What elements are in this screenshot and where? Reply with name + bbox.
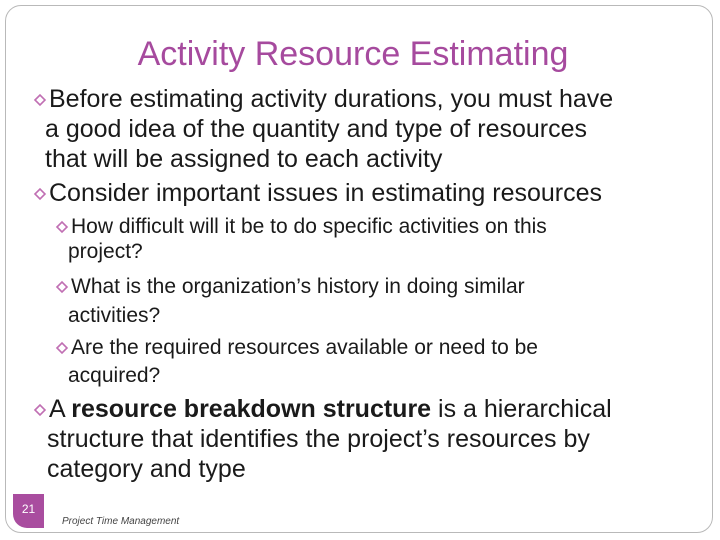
subbullet-3-line-1: Are the required resources available or need to be <box>71 336 538 359</box>
bullet-3-prefix: A <box>49 395 72 423</box>
bullet-marker-icon <box>33 187 47 201</box>
footer-text: Project Time Management <box>62 516 180 527</box>
bullet-2 <box>33 178 602 208</box>
slide-title: Activity Resource Estimating <box>137 35 569 73</box>
bullet-3 <box>33 394 612 424</box>
sub-bullet-marker-icon <box>55 280 69 294</box>
bullet-3-line-3: category and type <box>47 455 246 483</box>
bullet-1-cont <box>45 114 587 144</box>
subbullet-1-cont <box>68 237 143 267</box>
bullet-3-cont2 <box>47 454 246 484</box>
subbullet-1-line-2: project? <box>68 240 143 263</box>
subbullet-3 <box>55 333 538 363</box>
bullet-marker-icon <box>33 403 47 417</box>
subbullet-2 <box>55 272 525 302</box>
bullet-1-line-1: Before estimating activity durations, you must have <box>49 85 614 113</box>
subbullet-2-line-1: What is the organization’s history in doing similar <box>71 275 525 298</box>
bullet-3-line-2: structure that identifies the project’s resources by <box>47 425 590 453</box>
subbullet-2-line-2: activities? <box>68 304 161 327</box>
bullet-marker-icon <box>33 93 47 107</box>
bullet-1-line-2: a good idea of the quantity and type of resources <box>45 115 588 143</box>
bullet-1 <box>33 84 613 114</box>
slide-number: 21 <box>13 494 44 528</box>
sub-bullet-marker-icon <box>55 220 69 234</box>
subbullet-3-line-2: acquired? <box>68 364 161 387</box>
subbullet-1-line-1: How difficult will it be to do specific activities on this <box>71 215 547 238</box>
bullet-3-rest: is a hierarchical <box>431 395 612 423</box>
bullet-1-cont2 <box>45 144 442 174</box>
subbullet-3-cont <box>68 361 160 391</box>
sub-bullet-marker-icon <box>55 341 69 355</box>
bullet-2-line-1: Consider important issues in estimating resources <box>49 179 603 207</box>
bullet-3-cont <box>47 424 590 454</box>
bullet-1-line-3: that will be assigned to each activity <box>45 145 443 173</box>
subbullet-2-cont <box>68 301 160 331</box>
bullet-3-emphasis: resource breakdown structure <box>71 395 432 423</box>
